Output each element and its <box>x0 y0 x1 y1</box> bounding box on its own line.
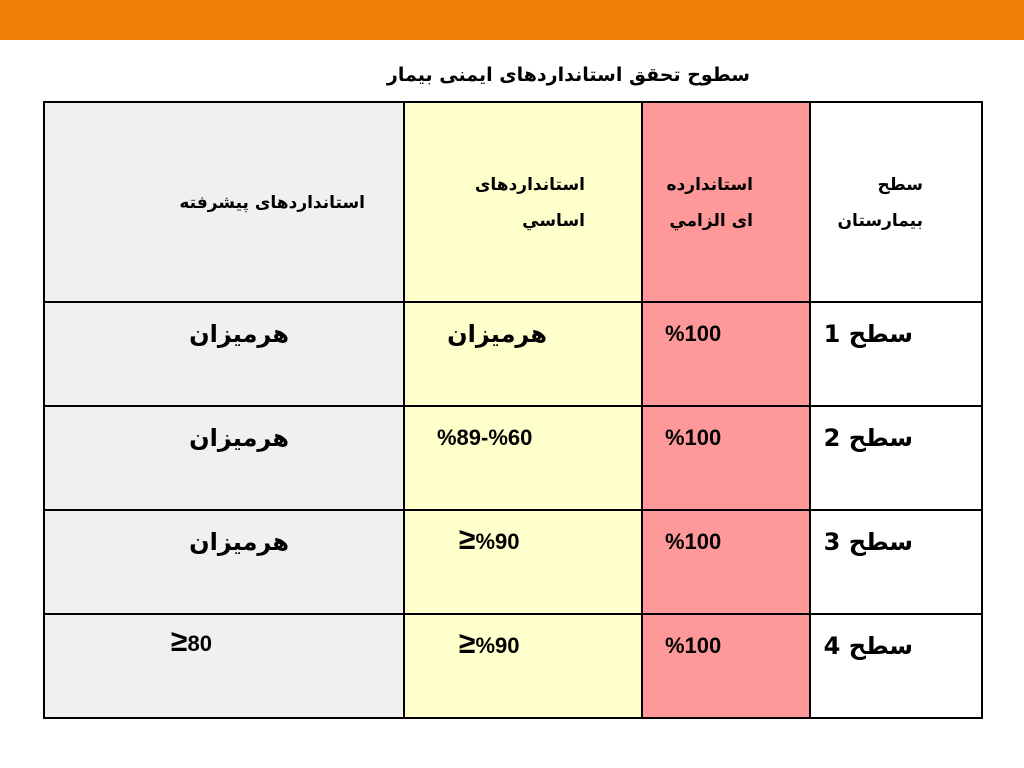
basic-value: هرمیزان <box>447 320 547 348</box>
greater-equal-symbol: ≥ <box>459 523 476 556</box>
basic-value: %90 <box>475 633 520 658</box>
header-mandatory-label-1: استانداردە <box>666 175 753 195</box>
table-row <box>44 614 982 718</box>
table-header-row <box>44 102 982 302</box>
header-basic-label-1: استانداردهای <box>474 175 585 195</box>
basic-value-group <box>459 629 520 661</box>
basic-cell <box>404 510 642 614</box>
table-row <box>44 510 982 614</box>
header-mandatory-label-2: ای الزامي <box>669 211 753 231</box>
level-cell <box>810 406 982 510</box>
table-row <box>44 302 982 406</box>
table-row <box>44 406 982 510</box>
greater-equal-symbol: ≥ <box>171 625 188 658</box>
mandatory-cell <box>642 510 810 614</box>
header-level-label-1: سطح <box>877 175 923 195</box>
standards-table <box>43 101 983 719</box>
mandatory-value: %100 <box>665 633 722 658</box>
basic-cell <box>404 406 642 510</box>
mandatory-cell <box>642 302 810 406</box>
level-cell <box>810 614 982 718</box>
advanced-value: هرمیزان <box>189 528 289 556</box>
level-value: سطح 4 <box>823 632 913 660</box>
mandatory-value: %100 <box>665 425 722 450</box>
header-level-label-2: بیمارستان <box>837 211 923 231</box>
basic-cell <box>404 302 642 406</box>
greater-equal-symbol: ≥ <box>459 627 476 660</box>
mandatory-value: %100 <box>665 321 722 346</box>
header-basic-label-2: اساسي <box>522 211 585 231</box>
slide-title: سطوح تحقق استانداردهای ایمنی بیمار <box>386 64 750 86</box>
header-level-cell <box>810 102 982 302</box>
level-value: سطح 2 <box>823 424 913 452</box>
mandatory-cell <box>642 614 810 718</box>
basic-value-group <box>459 525 520 557</box>
advanced-cell <box>44 406 404 510</box>
mandatory-cell <box>642 406 810 510</box>
header-advanced-label: استانداردهای پیشرفته <box>179 193 365 213</box>
advanced-cell <box>44 302 404 406</box>
header-mandatory-cell <box>642 102 810 302</box>
level-value: سطح 1 <box>823 320 913 348</box>
level-value: سطح 3 <box>823 528 913 556</box>
basic-cell <box>404 614 642 718</box>
basic-value: %90 <box>475 529 520 554</box>
level-cell <box>810 510 982 614</box>
advanced-value: 80 <box>187 631 212 656</box>
header-advanced-cell <box>44 102 404 302</box>
basic-value: %89-%60 <box>437 425 533 450</box>
advanced-cell <box>44 614 404 718</box>
mandatory-value: %100 <box>665 529 722 554</box>
advanced-value: هرمیزان <box>189 424 289 452</box>
advanced-cell <box>44 510 404 614</box>
header-basic-cell <box>404 102 642 302</box>
top-accent-bar <box>0 0 1024 40</box>
advanced-value-group <box>171 627 212 659</box>
level-cell <box>810 302 982 406</box>
advanced-value: هرمیزان <box>189 320 289 348</box>
